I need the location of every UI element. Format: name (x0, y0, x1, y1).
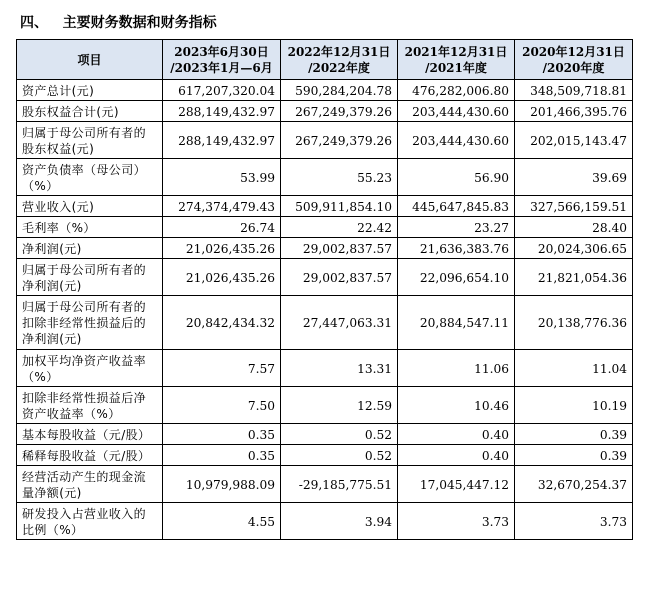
cell-value: 10,979,988.09 (163, 466, 281, 503)
column-header-item: 项目 (17, 40, 163, 80)
cell-value: 0.39 (515, 424, 633, 445)
cell-value: 476,282,006.80 (398, 80, 515, 101)
cell-value: 348,509,718.81 (515, 80, 633, 101)
cell-value: 21,636,383.76 (398, 238, 515, 259)
cell-value: 20,842,434.32 (163, 296, 281, 350)
period-range: /2022年度 (308, 60, 370, 75)
column-header-period (515, 40, 633, 80)
cell-value: 267,249,379.26 (281, 101, 398, 122)
cell-value: 4.55 (163, 503, 281, 540)
cell-value: 0.39 (515, 445, 633, 466)
period-date: 2023年6月30日 (174, 44, 269, 59)
financial-table-container (16, 39, 632, 540)
cell-value: 267,249,379.26 (281, 122, 398, 159)
row-label: 归属于母公司所有者的净利润(元) (17, 259, 163, 296)
cell-value: 53.99 (163, 159, 281, 196)
cell-value: 617,207,320.04 (163, 80, 281, 101)
cell-value: 28.40 (515, 217, 633, 238)
period-range: /2020年度 (542, 60, 605, 75)
row-label: 归属于母公司所有者的扣除非经常性损益后的净利润(元) (17, 296, 163, 350)
table-row (17, 445, 633, 466)
cell-value: 21,026,435.26 (163, 259, 281, 296)
cell-value: 29,002,837.57 (281, 238, 398, 259)
cell-value: 0.35 (163, 424, 281, 445)
cell-value: 3.73 (515, 503, 633, 540)
table-header-row (17, 40, 633, 80)
table-row (17, 503, 633, 540)
cell-value: 21,821,054.36 (515, 259, 633, 296)
period-date: 2020年12月31日 (522, 44, 625, 59)
table-row (17, 122, 633, 159)
table-row (17, 259, 633, 296)
cell-value: 11.06 (398, 350, 515, 387)
row-label: 稀释每股收益（元/股） (17, 445, 163, 466)
period-date: 2022年12月31日 (287, 44, 391, 59)
period-range: /2021年度 (425, 60, 487, 75)
table-row (17, 80, 633, 101)
row-label: 资产总计(元) (17, 80, 163, 101)
cell-value: 20,884,547.11 (398, 296, 515, 350)
cell-value: 274,374,479.43 (163, 196, 281, 217)
cell-value: 0.52 (281, 445, 398, 466)
cell-value: 327,566,159.51 (515, 196, 633, 217)
table-row (17, 238, 633, 259)
row-label: 资产负债率（母公司）（%） (17, 159, 163, 196)
cell-value: 590,284,204.78 (281, 80, 398, 101)
cell-value: 7.57 (163, 350, 281, 387)
cell-value: 55.23 (281, 159, 398, 196)
cell-value: 39.69 (515, 159, 633, 196)
table-row (17, 387, 633, 424)
cell-value: 13.31 (281, 350, 398, 387)
cell-value: 0.40 (398, 424, 515, 445)
row-label: 毛利率（%） (17, 217, 163, 238)
table-row (17, 296, 633, 350)
row-label: 股东权益合计(元) (17, 101, 163, 122)
row-label: 基本每股收益（元/股） (17, 424, 163, 445)
cell-value: 202,015,143.47 (515, 122, 633, 159)
cell-value: 3.94 (281, 503, 398, 540)
cell-value: 0.40 (398, 445, 515, 466)
cell-value: 0.35 (163, 445, 281, 466)
cell-value: 288,149,432.97 (163, 101, 281, 122)
row-label: 扣除非经常性损益后净资产收益率（%） (17, 387, 163, 424)
column-header-period (281, 40, 398, 80)
table-row (17, 466, 633, 503)
column-header-period (398, 40, 515, 80)
row-label: 净利润(元) (17, 238, 163, 259)
cell-value: 20,024,306.65 (515, 238, 633, 259)
cell-value: 21,026,435.26 (163, 238, 281, 259)
period-date: 2021年12月31日 (404, 44, 508, 59)
cell-value: 10.19 (515, 387, 633, 424)
row-label: 归属于母公司所有者的股东权益(元) (17, 122, 163, 159)
row-label: 研发投入占营业收入的比例（%） (17, 503, 163, 540)
table-row (17, 350, 633, 387)
cell-value: 22.42 (281, 217, 398, 238)
cell-value: 32,670,254.37 (515, 466, 633, 503)
cell-value: 7.50 (163, 387, 281, 424)
cell-value: 201,466,395.76 (515, 101, 633, 122)
table-row (17, 159, 633, 196)
cell-value: 56.90 (398, 159, 515, 196)
cell-value: 22,096,654.10 (398, 259, 515, 296)
column-header-period (163, 40, 281, 80)
cell-value: 20,138,776.36 (515, 296, 633, 350)
period-range: /2023年1月—6月 (170, 60, 273, 75)
cell-value: 26.74 (163, 217, 281, 238)
cell-value: 509,911,854.10 (281, 196, 398, 217)
table-row (17, 101, 633, 122)
cell-value: 288,149,432.97 (163, 122, 281, 159)
cell-value: 203,444,430.60 (398, 122, 515, 159)
cell-value: -29,185,775.51 (281, 466, 398, 503)
section-title: 四、 主要财务数据和财务指标 (20, 15, 217, 31)
cell-value: 10.46 (398, 387, 515, 424)
cell-value: 12.59 (281, 387, 398, 424)
cell-value: 11.04 (515, 350, 633, 387)
row-label: 营业收入(元) (17, 196, 163, 217)
cell-value: 23.27 (398, 217, 515, 238)
cell-value: 27,447,063.31 (281, 296, 398, 350)
cell-value: 17,045,447.12 (398, 466, 515, 503)
row-label: 经营活动产生的现金流量净额(元) (17, 466, 163, 503)
table-row (17, 424, 633, 445)
table-row (17, 217, 633, 238)
cell-value: 0.52 (281, 424, 398, 445)
cell-value: 203,444,430.60 (398, 101, 515, 122)
row-label: 加权平均净资产收益率（%） (17, 350, 163, 387)
table-row (17, 196, 633, 217)
cell-value: 29,002,837.57 (281, 259, 398, 296)
cell-value: 445,647,845.83 (398, 196, 515, 217)
financial-indicators-table (16, 39, 633, 540)
cell-value: 3.73 (398, 503, 515, 540)
